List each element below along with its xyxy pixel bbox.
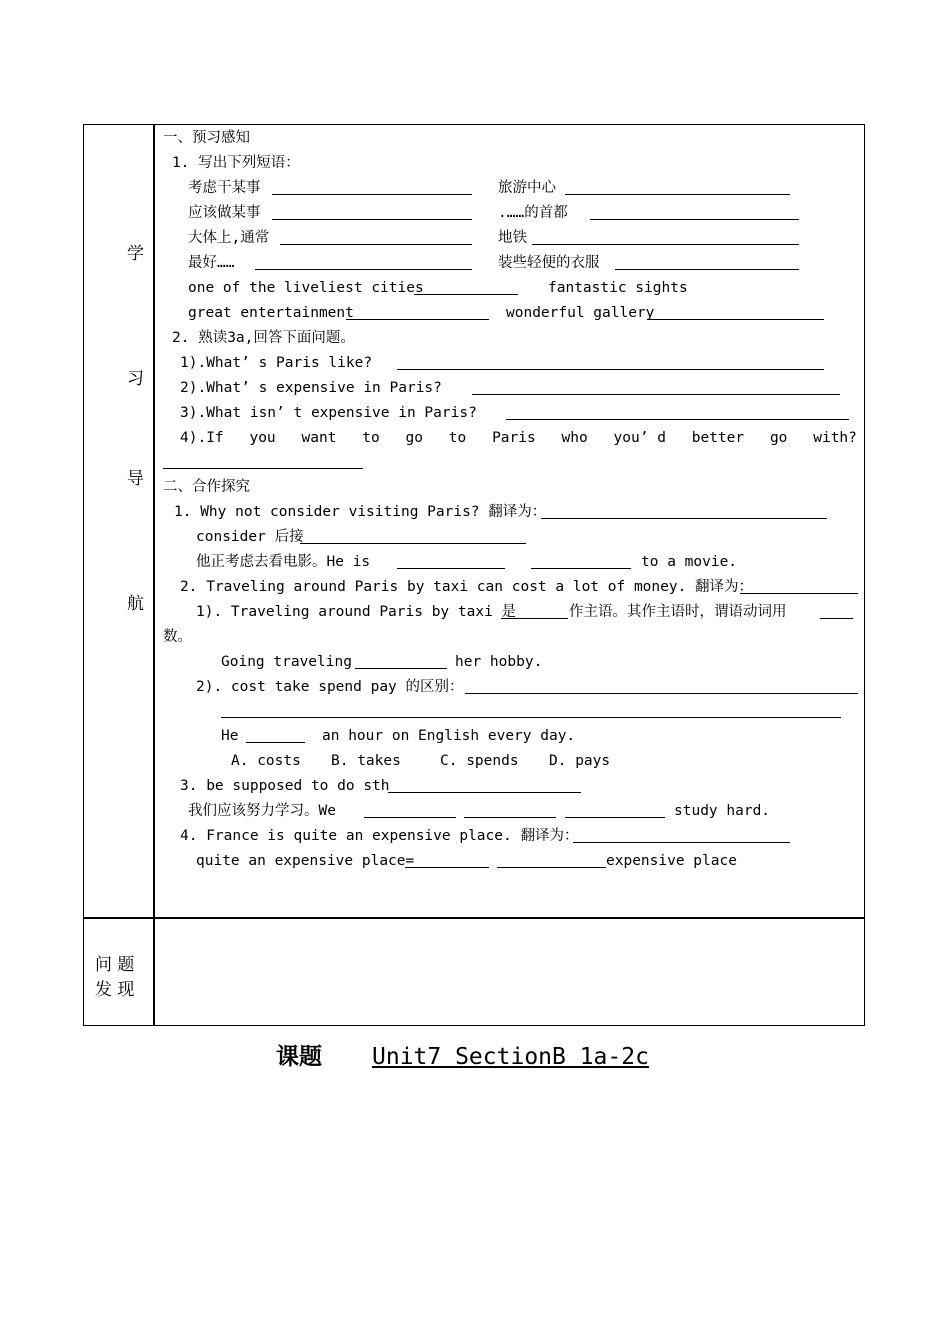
- item-2-sub1: 1). Traveling around Paris by taxi 是: [196, 604, 517, 620]
- row-divider: [83, 917, 865, 919]
- phrase-better: 最好……: [188, 255, 235, 271]
- word: to: [448, 430, 467, 446]
- question-2: 2. 熟读3a,回答下面问题。: [172, 330, 355, 346]
- section1-heading: 一、预习感知: [163, 130, 250, 146]
- option-c[interactable]: C. spends: [440, 753, 519, 769]
- item-2: 2. Traveling around Paris by taxi can cost a lot of money. 翻译为：: [180, 579, 754, 595]
- section2-heading: 二、合作探究: [163, 479, 250, 495]
- answer-line[interactable]: [465, 693, 858, 694]
- option-b[interactable]: B. takes: [331, 753, 401, 769]
- blank-line[interactable]: [414, 294, 518, 295]
- answer-line[interactable]: [388, 792, 581, 793]
- blank-line[interactable]: [405, 867, 489, 868]
- blank-line[interactable]: [590, 219, 799, 220]
- blank-line[interactable]: [397, 568, 505, 569]
- answer-line[interactable]: [506, 419, 849, 420]
- blank-line[interactable]: [346, 319, 489, 320]
- word: go: [769, 430, 788, 446]
- option-a[interactable]: A. costs: [231, 753, 301, 769]
- title-label: 课题: [276, 1044, 322, 1070]
- side-label-xi: 习: [127, 369, 144, 389]
- question-1: 1. 写出下列短语：: [172, 155, 300, 171]
- reading-q2: 2).What’ s expensive in Paris?: [180, 380, 442, 396]
- word: want: [301, 430, 337, 446]
- blank-line[interactable]: [565, 194, 790, 195]
- item-4-equation: quite an expensive place=: [196, 853, 415, 869]
- answer-line[interactable]: [300, 543, 526, 544]
- option-d[interactable]: D. pays: [549, 753, 611, 769]
- blank-line[interactable]: [272, 194, 472, 195]
- blank-line[interactable]: [255, 269, 472, 270]
- answer-line[interactable]: [397, 369, 824, 370]
- phrase-tourist-center: 旅游中心: [498, 180, 556, 196]
- blank-line[interactable]: [497, 867, 606, 868]
- word: 4).If: [180, 430, 224, 446]
- blank-line[interactable]: [532, 244, 799, 245]
- answer-line[interactable]: [573, 842, 790, 843]
- side-label-faxian: 发 现: [95, 980, 135, 1000]
- item-3-example-end: study hard.: [674, 803, 771, 819]
- word: Paris: [492, 430, 536, 446]
- phrase-wonderful-gallery: wonderful gallery: [506, 305, 655, 321]
- side-label-wenti: 问 题: [95, 955, 135, 975]
- blank-line[interactable]: [246, 742, 305, 743]
- phrase-liveliest-cities: one of the liveliest cities: [188, 280, 424, 296]
- phrase-fantastic-sights: fantastic sights: [548, 280, 688, 296]
- phrase-capital: .……的首都: [498, 205, 568, 221]
- reading-q1: 1).What’ s Paris like?: [180, 355, 373, 371]
- blank-line[interactable]: [364, 817, 456, 818]
- blank-line[interactable]: [355, 668, 447, 669]
- phrase-pack-clothes: 装些轻便的衣服: [498, 255, 600, 271]
- phrase-subway: 地铁: [498, 230, 527, 246]
- word: to: [362, 430, 380, 446]
- item-4: 4. France is quite an expensive place. 翻译为：: [180, 828, 579, 844]
- lesson-title: [276, 1038, 649, 1071]
- phrase-should: 应该做某事: [188, 205, 261, 221]
- consider-usage: consider 后接: [196, 529, 304, 545]
- reading-q4: [180, 428, 857, 448]
- item-3: 3. be supposed to do sth: [180, 778, 390, 794]
- blank-line[interactable]: [615, 269, 799, 270]
- side-label-hang: 航: [127, 594, 144, 614]
- item-2-sub1-end: 数。: [163, 629, 192, 645]
- item-1: 1. Why not consider visiting Paris? 翻译为：: [174, 504, 547, 520]
- answer-line[interactable]: [163, 468, 363, 469]
- reading-q3: 3).What isn’ t expensive in Paris?: [180, 405, 477, 421]
- blank-line[interactable]: [280, 244, 472, 245]
- word: with?: [813, 430, 857, 446]
- answer-line[interactable]: [221, 717, 841, 718]
- going-traveling: Going traveling: [221, 654, 352, 670]
- column-divider: [153, 124, 155, 1026]
- answer-line[interactable]: [541, 518, 827, 519]
- answer-line[interactable]: [740, 593, 858, 594]
- item-2-sub2: 2). cost take spend pay 的区别：: [196, 679, 464, 695]
- blank-line[interactable]: [820, 618, 853, 619]
- her-hobby: her hobby.: [455, 654, 543, 670]
- item-2-sub1-cont: 作主语。其作主语时，谓语动词用: [569, 604, 787, 620]
- item-3-example: 我们应该努力学习。We: [188, 803, 336, 819]
- blank-line[interactable]: [501, 618, 568, 619]
- phrase-consider: 考虑干某事: [188, 180, 261, 196]
- blank-line[interactable]: [648, 319, 824, 320]
- side-label-xue: 学: [127, 244, 144, 264]
- blank-line[interactable]: [272, 219, 472, 220]
- blank-line[interactable]: [464, 817, 556, 818]
- he-word: He: [221, 728, 239, 744]
- title-unit: Unit7 SectionB 1a-2c: [372, 1044, 649, 1070]
- side-label-dao: 导: [127, 469, 144, 489]
- item-4-equation-end: expensive place: [606, 853, 737, 869]
- blank-line[interactable]: [531, 568, 631, 569]
- word: better: [691, 430, 745, 446]
- word: you’ d: [613, 430, 666, 446]
- consider-example-end: to a movie.: [641, 554, 738, 570]
- he-sentence: an hour on English every day.: [322, 728, 576, 744]
- word: go: [405, 430, 423, 446]
- blank-line[interactable]: [565, 817, 665, 818]
- answer-line[interactable]: [472, 394, 840, 395]
- phrase-generally: 大体上,通常: [188, 230, 270, 246]
- word: who: [561, 430, 588, 446]
- phrase-great-entertainment: great entertainment: [188, 305, 354, 321]
- consider-example: 他正考虑去看电影。He is: [196, 554, 371, 570]
- word: you: [249, 430, 276, 446]
